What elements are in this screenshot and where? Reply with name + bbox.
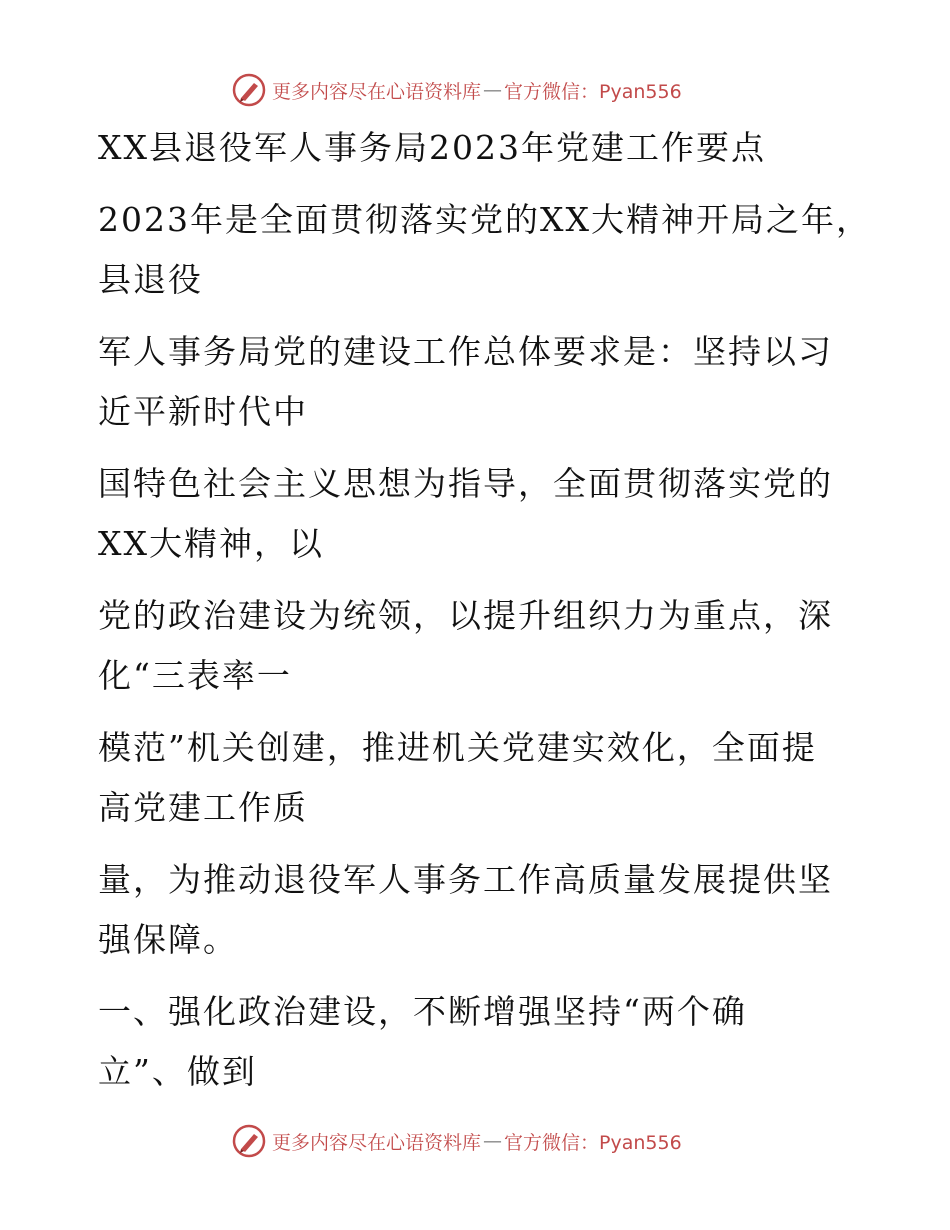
- section-heading-line: 立”、做到: [98, 1052, 257, 1091]
- paragraph-line: XX大精神，以: [98, 524, 324, 563]
- watermark-wechat-text: 官方微信：Pyan556: [504, 1131, 682, 1154]
- watermark-separator: —: [483, 79, 503, 101]
- paragraph-line: 强保障。: [98, 920, 238, 959]
- watermark-site-text: 更多内容尽在心语资料库: [272, 1131, 482, 1154]
- paragraph-line: 军人事务局党的建设工作总体要求是：坚持以习: [98, 332, 833, 371]
- watermark-banner-bottom: [232, 1124, 682, 1158]
- paragraph-line: 近平新时代中: [98, 392, 308, 431]
- pen-logo-icon: [232, 73, 266, 107]
- paragraph-line: 化“三表率一: [98, 656, 292, 695]
- paragraph-line: 县退役: [98, 260, 203, 299]
- paragraph-line: 党的政治建设为统领，以提升组织力为重点，深: [98, 596, 833, 635]
- watermark-separator: —: [483, 1130, 503, 1152]
- watermark-banner-top: [232, 73, 682, 107]
- paragraph-line: 国特色社会主义思想为指导，全面贯彻落实党的: [98, 464, 833, 503]
- paragraph-line: 2023年是全面贯彻落实党的XX大精神开局之年，: [98, 200, 871, 239]
- paragraph-line: 高党建工作质: [98, 788, 308, 827]
- document-title: XX县退役军人事务局2023年党建工作要点: [98, 128, 766, 167]
- section-heading-line: 一、强化政治建设，不断增强坚持“两个确: [98, 992, 747, 1031]
- pen-logo-icon: [232, 1124, 266, 1158]
- watermark-wechat-text: 官方微信：Pyan556: [504, 80, 682, 103]
- paragraph-line: 量，为推动退役军人事务工作高质量发展提供坚: [98, 860, 833, 899]
- paragraph-line: 模范”机关创建，推进机关党建实效化，全面提: [98, 728, 817, 767]
- watermark-site-text: 更多内容尽在心语资料库: [272, 80, 482, 103]
